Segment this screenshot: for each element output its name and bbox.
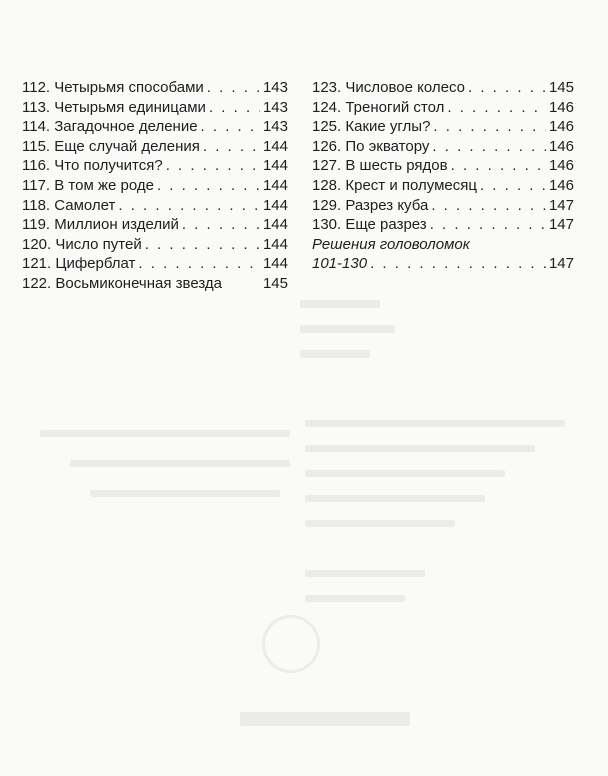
bleed-through-mark [305, 445, 535, 452]
toc-entry [22, 98, 288, 118]
dot-leader [433, 117, 546, 137]
section-title: Решения головоломок [312, 235, 470, 253]
dot-leader [138, 254, 260, 274]
bleed-through-mark [305, 470, 505, 477]
toc-entry-page: 144 [262, 216, 288, 234]
toc-entry-title: 124. Треногий стол [312, 98, 445, 116]
toc-entry-page: 147 [548, 255, 574, 273]
toc-entry [312, 117, 574, 137]
toc-entry-title: 128. Крест и полумесяц [312, 176, 477, 194]
toc-entry [312, 215, 574, 235]
bleed-through-mark [70, 460, 290, 467]
toc-entry-page: 144 [262, 176, 288, 194]
toc-entry-title: 130. Еще разрез [312, 216, 427, 234]
dot-leader [431, 196, 546, 216]
section-range: 101-130 [312, 255, 368, 273]
bleed-through-mark [240, 712, 410, 726]
toc-entry-page: 144 [262, 196, 288, 214]
toc-entry-title: 125. Какие углы? [312, 118, 431, 136]
toc-entry-title: 120. Число путей [22, 235, 142, 253]
toc-entry-title: 123. Числовое колесо [312, 79, 466, 96]
bleed-through-mark [40, 430, 290, 437]
bleed-through-mark [300, 325, 395, 333]
toc-entry [22, 196, 288, 216]
toc-entry [22, 156, 288, 176]
toc-entry-page: 144 [262, 235, 288, 253]
dot-leader [468, 78, 546, 98]
toc-entry-page: 146 [548, 118, 574, 136]
toc-entry [22, 254, 288, 274]
dot-leader [447, 98, 546, 118]
toc-entry-title: 114. Загадочное деление [22, 118, 198, 136]
toc-entry-page: 143 [262, 98, 288, 116]
toc-entry-page: 146 [548, 176, 574, 194]
toc-entry-title: 116. Что получится? [22, 157, 163, 175]
toc-entry [312, 137, 574, 157]
dot-leader [207, 78, 260, 98]
toc-entry-title: 112. Четырьмя способами [22, 79, 204, 96]
dot-leader [480, 176, 546, 196]
bleed-through-mark [305, 520, 455, 527]
dot-leader [145, 235, 260, 255]
toc-entry-page: 143 [262, 79, 288, 96]
dot-leader [430, 215, 546, 235]
dot-leader [451, 156, 546, 176]
toc-entry-page: 146 [548, 98, 574, 116]
toc-entry-page: 147 [548, 216, 574, 234]
dot-leader [432, 137, 546, 157]
toc-section-entry [312, 254, 574, 274]
toc-entry-title: 118. Самолет [22, 196, 116, 214]
toc-entry-page: 144 [262, 255, 288, 273]
bleed-through-mark [300, 300, 380, 308]
dot-leader [182, 215, 260, 235]
toc-entry-title: 121. Циферблат [22, 255, 136, 273]
toc-entry [312, 176, 574, 196]
toc-entry [312, 98, 574, 118]
toc-entry-title: 113. Четырьмя единицами [22, 98, 206, 116]
toc-entry-title: 119. Миллион изделий [22, 216, 179, 234]
toc-entry [22, 78, 288, 98]
bleed-through-mark [305, 420, 565, 427]
toc-entry [22, 176, 288, 196]
toc-entry-title: 117. В том же роде [22, 176, 154, 194]
bleed-through-mark [305, 570, 425, 577]
toc-entry-page: 144 [262, 137, 288, 155]
toc-entry-title: 122. Восьмиконечная звезда [22, 274, 222, 292]
toc-entry-page: 147 [548, 196, 574, 214]
toc-right-column [312, 78, 574, 274]
dot-leader [203, 137, 260, 157]
toc-entry [312, 78, 574, 98]
toc-entry [22, 274, 288, 294]
toc-entry [312, 156, 574, 176]
toc-entry-page: 146 [548, 137, 574, 155]
toc-entry-title: 127. В шесть рядов [312, 157, 448, 175]
dot-leader [166, 156, 260, 176]
dot-leader [157, 176, 260, 196]
bleed-through-mark [305, 595, 405, 602]
toc-entry-page: 145 [548, 79, 574, 96]
bleed-through-mark [305, 495, 485, 502]
toc-entry [22, 215, 288, 235]
toc-entry-page: 143 [262, 118, 288, 136]
toc-entry [22, 137, 288, 157]
bleed-through-emblem [262, 615, 320, 673]
dot-leader [370, 254, 546, 274]
toc-entry-title: 115. Еще случай деления [22, 137, 200, 155]
toc-left-column [22, 78, 288, 294]
dot-leader [209, 98, 260, 118]
dot-leader [201, 117, 260, 137]
toc-entry [22, 117, 288, 137]
toc-entry-title: 126. По экватору [312, 137, 430, 155]
toc-entry [22, 235, 288, 255]
toc-entry [312, 196, 574, 216]
toc-entry-page: 144 [262, 157, 288, 175]
bleed-through-mark [90, 490, 280, 497]
dot-leader [118, 196, 260, 216]
toc-entry-title: 129. Разрез куба [312, 196, 429, 214]
toc-entry-page: 145 [262, 274, 288, 292]
bleed-through-mark [300, 350, 370, 358]
toc-entry-page: 146 [548, 157, 574, 175]
